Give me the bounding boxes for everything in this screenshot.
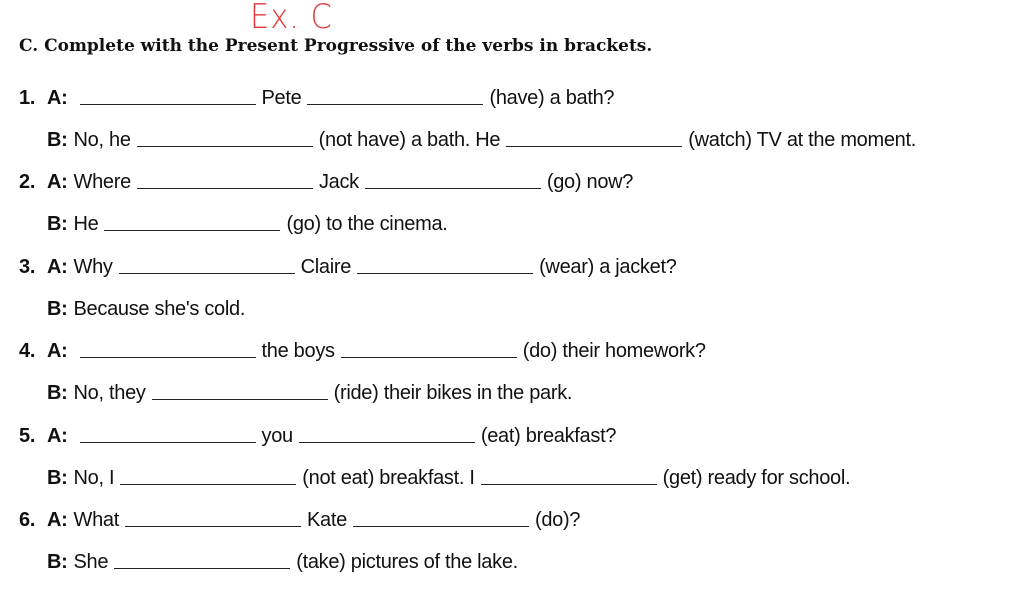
answer-blank[interactable]	[80, 356, 256, 358]
speaker-label: A:	[47, 509, 68, 531]
exercise-line-5b	[47, 462, 850, 490]
answer-blank[interactable]	[357, 272, 533, 274]
text-segment: Why	[73, 256, 113, 278]
answer-blank[interactable]	[114, 567, 290, 569]
speaker-label: A:	[47, 425, 68, 447]
text-segment: Pete	[261, 87, 302, 109]
exercise-line-3a	[19, 251, 677, 279]
answer-blank[interactable]	[137, 187, 313, 189]
answer-blank[interactable]	[506, 145, 682, 147]
text-segment: What	[73, 509, 119, 531]
text-segment: (not eat) breakfast. I	[302, 467, 475, 489]
answer-blank[interactable]	[341, 356, 517, 358]
text-segment: (not have) a bath. He	[318, 129, 501, 151]
answer-blank[interactable]	[299, 441, 475, 443]
answer-blank[interactable]	[152, 398, 328, 400]
answer-blank[interactable]	[307, 103, 483, 105]
text-segment: the boys	[261, 340, 335, 362]
speaker-label: B:	[47, 551, 68, 573]
text-segment: Kate	[307, 509, 347, 531]
speaker-label: B:	[47, 129, 68, 151]
text-segment: (do)?	[534, 509, 581, 531]
exercise-line-5a	[19, 420, 616, 448]
exercise-line-4b	[47, 377, 572, 405]
exercise-line-2b	[47, 208, 448, 236]
exercise-line-2a	[19, 166, 633, 194]
text-segment: (watch) TV at the moment.	[688, 129, 917, 151]
text-segment: (go) to the cinema.	[286, 213, 448, 235]
answer-blank[interactable]	[80, 441, 256, 443]
item-number: 4.	[19, 340, 36, 362]
text-segment: (get) ready for school.	[662, 467, 851, 489]
text-segment: No, they	[73, 382, 146, 404]
exercise-line-1a	[19, 82, 614, 110]
text-segment: (go) now?	[546, 171, 634, 193]
text-segment: Where	[73, 171, 131, 193]
text-segment: He	[73, 213, 99, 235]
answer-blank[interactable]	[80, 103, 256, 105]
handwritten-annotation: Ex. C	[250, 0, 333, 37]
answer-blank[interactable]	[120, 483, 296, 485]
speaker-label: B:	[47, 213, 68, 235]
answer-blank[interactable]	[137, 145, 313, 147]
text-segment: (have) a bath?	[489, 87, 615, 109]
text-segment: (wear) a jacket?	[539, 256, 677, 278]
text-segment: you	[261, 425, 293, 447]
text-segment: (do) their homework?	[522, 340, 706, 362]
text-segment: No, he	[73, 129, 131, 151]
exercise-line-3b	[47, 293, 245, 321]
speaker-label: A:	[47, 87, 68, 109]
answer-blank[interactable]	[365, 187, 541, 189]
text-segment: Jack	[318, 171, 359, 193]
speaker-label: A:	[47, 171, 68, 193]
text-segment: She	[73, 551, 109, 573]
speaker-label: A:	[47, 256, 68, 278]
speaker-label: B:	[47, 467, 68, 489]
item-number: 5.	[19, 425, 36, 447]
answer-blank[interactable]	[104, 229, 280, 231]
answer-blank[interactable]	[481, 483, 657, 485]
exercise-line-6b	[47, 546, 518, 574]
exercise-line-4a	[19, 335, 706, 363]
item-number: 3.	[19, 256, 36, 278]
text-segment: No, I	[73, 467, 115, 489]
text-segment: (take) pictures of the lake.	[296, 551, 518, 573]
text-segment: Because she's cold.	[73, 298, 246, 320]
text-segment: Claire	[300, 256, 352, 278]
speaker-label: B:	[47, 298, 68, 320]
answer-blank[interactable]	[353, 525, 529, 527]
item-number: 2.	[19, 171, 36, 193]
item-number: 6.	[19, 509, 36, 531]
answer-blank[interactable]	[119, 272, 295, 274]
exercise-line-6a	[19, 504, 580, 532]
instruction-heading: C. Complete with the Present Progressive of the verbs in brackets.	[19, 36, 653, 56]
item-number: 1.	[19, 87, 36, 109]
text-segment: (eat) breakfast?	[480, 425, 617, 447]
exercise-line-1b	[47, 124, 916, 152]
answer-blank[interactable]	[125, 525, 301, 527]
text-segment: (ride) their bikes in the park.	[333, 382, 573, 404]
speaker-label: A:	[47, 340, 68, 362]
speaker-label: B:	[47, 382, 68, 404]
